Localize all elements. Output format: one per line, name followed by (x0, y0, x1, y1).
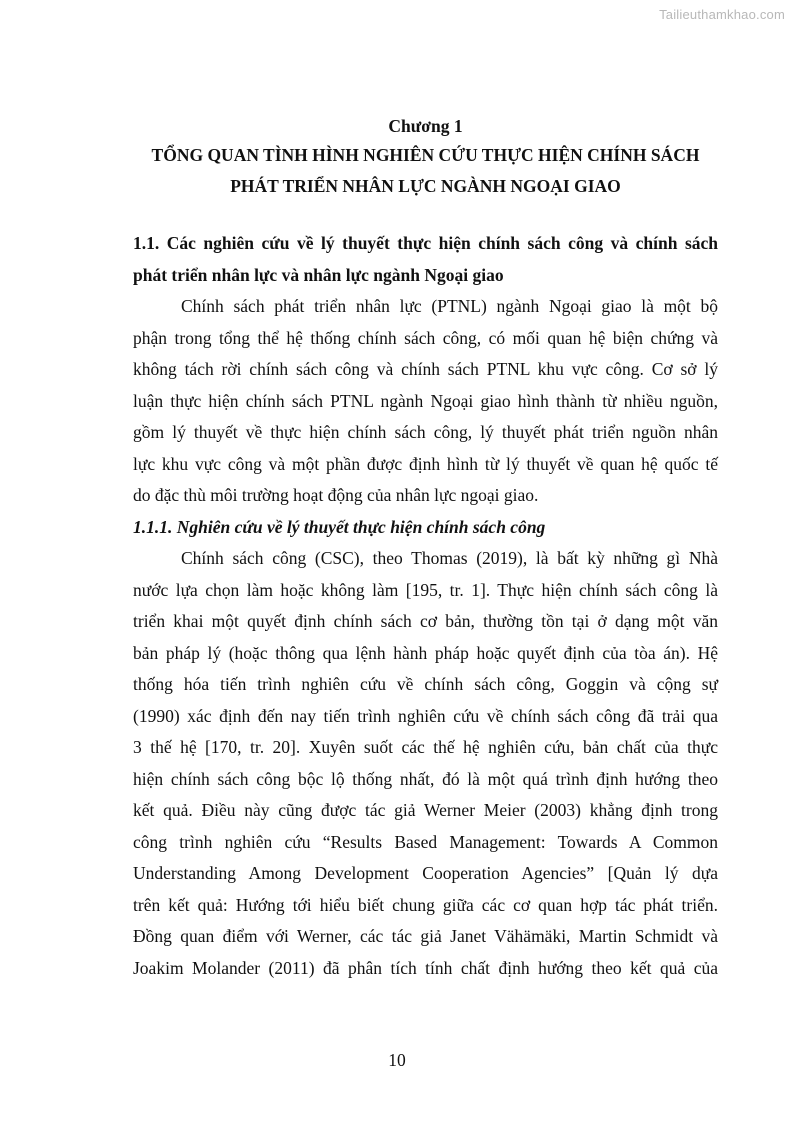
page-number: 10 (388, 1050, 406, 1070)
paragraph-line: Chính sách công (CSC), theo Thomas (2019), là bất kỳ những gì Nhà (181, 548, 718, 568)
watermark: Tailieuthamkhao.com (659, 7, 785, 22)
chapter-title-line-1: TỔNG QUAN TÌNH HÌNH NGHIÊN CỨU THỰC HIỆN CHÍNH SÁCH (151, 145, 700, 165)
paragraph-line: Joakim Molander (2011) đã phân tích tính chất định hướng theo kết quả của (133, 957, 718, 978)
paragraph-line: công trình nghiên cứu “Results Based Management: Towards A Common (133, 831, 718, 852)
paragraph-line: không tách rời chính sách công và chính sách PTNL khu vực công. Cơ sở lý (133, 359, 718, 379)
paragraph-line: bản pháp lý (hoặc thông qua lệnh hành pháp hoặc quyết định của tòa án). Hệ (133, 642, 718, 663)
paragraph-line: triển khai một quyết định chính sách cơ bản, thường tồn tại ở dạng một văn (133, 611, 718, 631)
paragraph-line: Chính sách phát triển nhân lực (PTNL) ngành Ngoại giao là một bộ (181, 296, 718, 316)
section-1-1-1-paragraph (133, 543, 718, 984)
section-heading-line-2: phát triển nhân lực và nhân lực ngành Ngoại giao (133, 264, 504, 285)
section-heading-line-1: 1.1. Các nghiên cứu về lý thuyết thực hiện chính sách công và chính sách (133, 233, 718, 253)
section-1-1-paragraph (133, 291, 718, 512)
document-page (133, 112, 718, 984)
paragraph-line: Understanding Among Development Cooperation Agencies” [Quản lý dựa (133, 863, 718, 883)
paragraph-line: lực khu vực công và một phần được định hình từ lý thuyết về quan hệ quốc tế (133, 453, 718, 474)
paragraph-line: gồm lý thuyết về thực hiện chính sách công, lý thuyết phát triển nguồn nhân (133, 422, 718, 442)
paragraph-line: (1990) xác định đến nay tiến trình nghiên cứu về chính sách công đã trải qua (133, 705, 718, 726)
chapter-title-line-2: PHÁT TRIỂN NHÂN LỰC NGÀNH NGOẠI GIAO (230, 176, 621, 196)
chapter-label: Chương 1 (388, 116, 463, 136)
paragraph-line: thống hóa tiến trình nghiên cứu về chính sách công, Goggin và cộng sự (133, 674, 718, 694)
paragraph-line: luận thực hiện chính sách PTNL ngành Ngoại giao hình thành từ nhiều nguồn, (133, 390, 718, 411)
paragraph-line: Đồng quan điểm với Werner, các tác giả Janet Vähämäki, Martin Schmidt và (133, 926, 718, 946)
paragraph-line: kết quả. Điều này cũng được tác giả Werner Meier (2003) khẳng định trong (133, 800, 718, 820)
section-1-1-heading (133, 228, 718, 291)
paragraph-line: do đặc thù môi trường hoạt động của nhân lực ngoại giao. (133, 485, 539, 505)
paragraph-line: phận trong tổng thể hệ thống chính sách công, có mối quan hệ biện chứng và (133, 327, 718, 348)
paragraph-line: trên kết quả: Hướng tới hiểu biết chung giữa các cơ quan hợp tác phát triển. (133, 894, 718, 915)
subsection-1-1-1-heading: 1.1.1. Nghiên cứu về lý thuyết thực hiện chính sách công (133, 516, 546, 537)
paragraph-line: nước lựa chọn làm hoặc không làm [195, tr. 1]. Thực hiện chính sách công là (133, 579, 718, 600)
paragraph-line: hiện chính sách công bộc lộ thống nhất, đó là một quá trình định hướng theo (133, 768, 718, 789)
paragraph-line: 3 thế hệ [170, tr. 20]. Xuyên suốt các thế hệ nghiên cứu, bản chất của thực (133, 737, 718, 757)
